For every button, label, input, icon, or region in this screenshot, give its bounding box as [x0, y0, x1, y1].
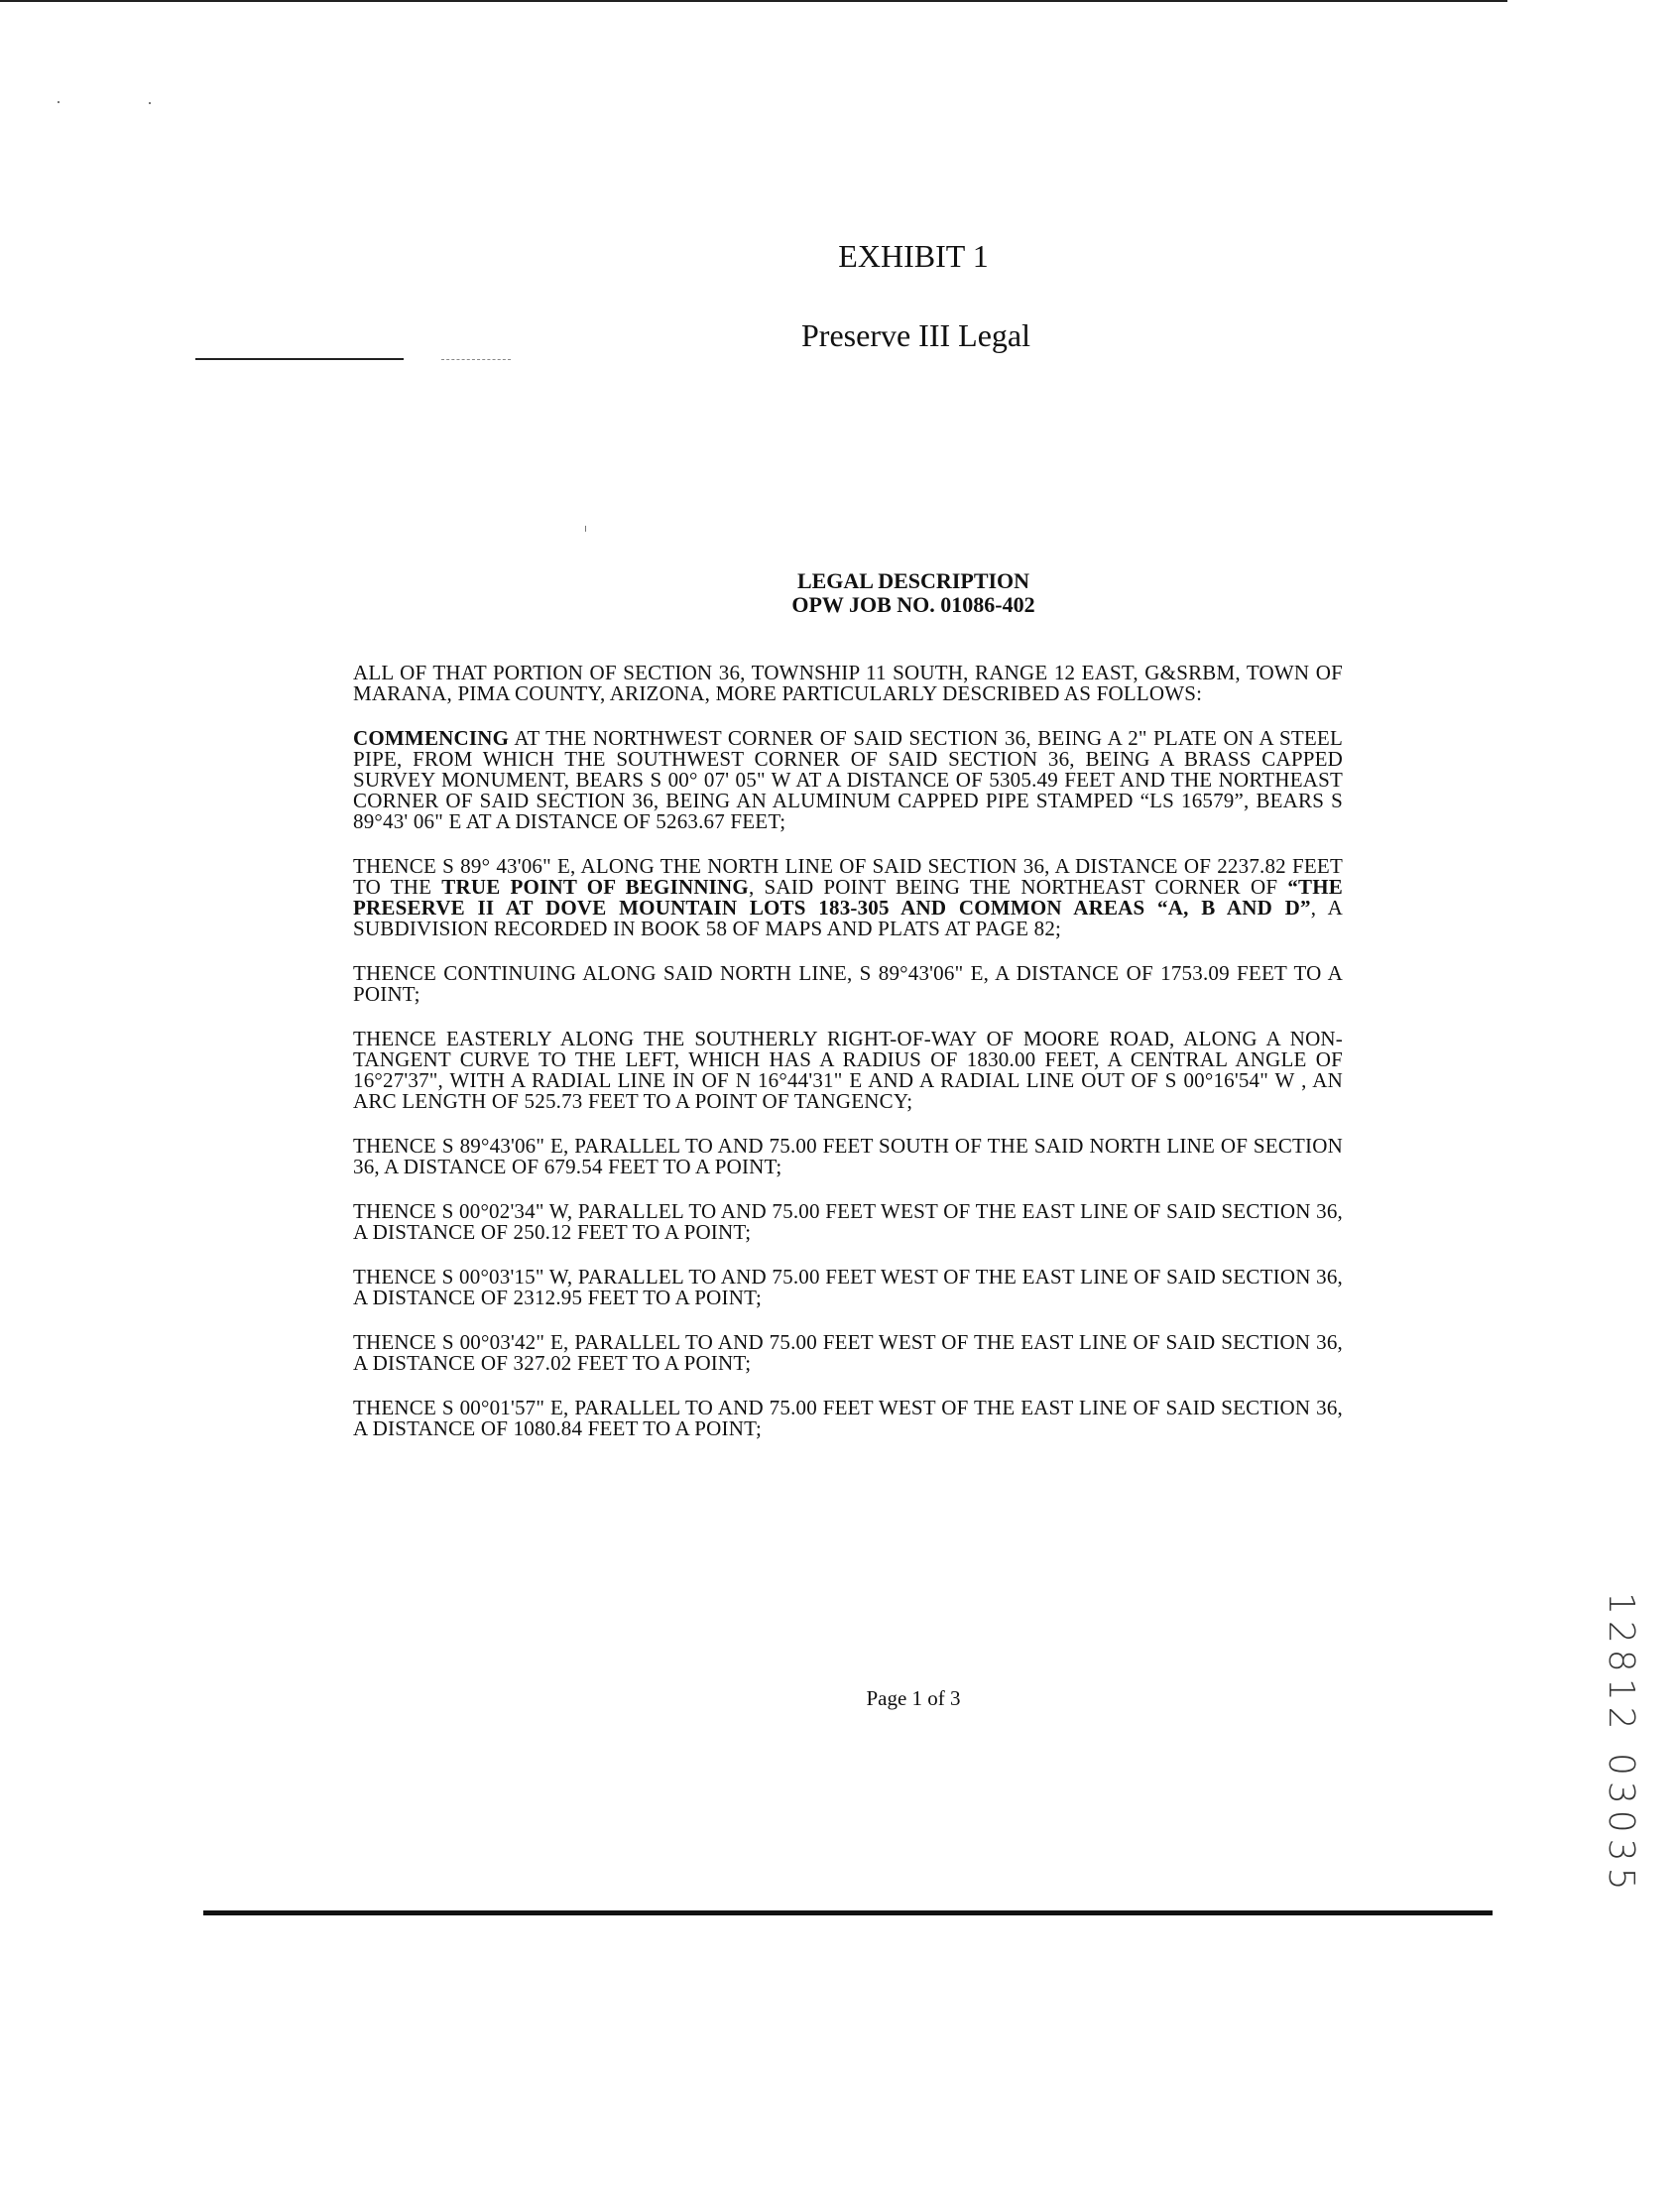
- paragraph-course-7: THENCE S 00°01'57" E, PARALLEL TO AND 75.00 FEET WEST OF THE EAST LINE OF SAID SECTION 36, A DISTANCE OF 1080.84 FEET TO A POINT;: [353, 1396, 1343, 1440]
- subdivision-name: “THE PRESERVE II AT DOVE MOUNTAIN LOTS 183-305 AND COMMON AREAS “A, B AND D”: [353, 875, 1343, 920]
- paragraph-course-2: THENCE EASTERLY ALONG THE SOUTHERLY RIGHT-OF-WAY OF MOORE ROAD, ALONG A NON-TANGENT CURVE TO THE LEFT, WHICH HAS A RADIUS OF 1830.00 FEET, A CENTRAL ANGLE OF 16°27'37", WITH A RADIAL LINE IN OF N 16°44'31" E AND A RADIAL LINE OUT OF S 00°16'54" W , AN ARC LENGTH OF 525.73 FEET TO A POINT OF TANGENCY;: [353, 1027, 1343, 1113]
- tpob-text-c: , A SUBDIVISION RECORDED IN BOOK 58 OF MAPS AND PLATS AT PAGE 82;: [353, 896, 1344, 940]
- legal-heading-line-2: OPW JOB NO. 01086-402: [791, 592, 1035, 617]
- commencing-text: AT THE NORTHWEST CORNER OF SAID SECTION 36, BEING A 2" PLATE ON A STEEL PIPE, FROM WHICH THE SOUTHWEST CORNER OF SAID SECTION 36, BEING A BRASS CAPPED SURVEY MONUMENT, BEARS S 00° 07' 05" W AT A DISTANCE OF 5305.49 FEET AND THE NORTHEAST CORNER OF SAID SECTION 36, BEING AN ALUMINUM CAPPED PIPE STAMPED “LS 16579”, BEARS S 89°43' 06" E AT A DISTANCE OF 5263.67 FEET;: [353, 726, 1343, 833]
- scan-speck: [585, 526, 586, 532]
- paragraph-intro: ALL OF THAT PORTION OF SECTION 36, TOWNSHIP 11 SOUTH, RANGE 12 EAST, G&SRBM, TOWN OF MARANA, PIMA COUNTY, ARIZONA, MORE PARTICULARLY DESCRIBED AS FOLLOWS:: [353, 661, 1343, 705]
- legal-description-heading: [0, 569, 1678, 617]
- legal-heading-line-1: LEGAL DESCRIPTION: [796, 568, 1030, 593]
- exhibit-title: EXHIBIT 1: [838, 238, 989, 274]
- paragraph-course-1: THENCE CONTINUING ALONG SAID NORTH LINE, S 89°43'06" E, A DISTANCE OF 1753.09 FEET TO A POINT;: [353, 961, 1343, 1006]
- commencing-label: COMMENCING: [353, 726, 510, 750]
- legal-description-body: [353, 663, 1343, 1463]
- paragraph-course-6: THENCE S 00°03'42" E, PARALLEL TO AND 75.00 FEET WEST OF THE EAST LINE OF SAID SECTION 36, A DISTANCE OF 327.02 FEET TO A POINT;: [353, 1330, 1343, 1375]
- paragraph-course-5: THENCE S 00°03'15" W, PARALLEL TO AND 75.00 FEET WEST OF THE EAST LINE OF SAID SECTION 36, A DISTANCE OF 2312.95 FEET TO A POINT;: [353, 1265, 1343, 1309]
- paragraph-course-3: THENCE S 89°43'06" E, PARALLEL TO AND 75.00 FEET SOUTH OF THE SAID NORTH LINE OF SECTION 36, A DISTANCE OF 679.54 FEET TO A POINT;: [353, 1134, 1343, 1178]
- margin-rule: [195, 358, 404, 360]
- exhibit-subtitle: Preserve III Legal: [801, 317, 1030, 353]
- margin-rule-faint: [441, 359, 511, 360]
- paragraph-course-4: THENCE S 00°02'34" W, PARALLEL TO AND 75.00 FEET WEST OF THE EAST LINE OF SAID SECTION 36, A DISTANCE OF 250.12 FEET TO A POINT;: [353, 1199, 1343, 1244]
- recording-stamp: 12812 03035: [1601, 1592, 1641, 1897]
- paragraph-commencing: [353, 728, 1343, 832]
- tpob-label: TRUE POINT OF BEGINNING: [441, 875, 749, 899]
- paragraph-true-point-of-beginning: [353, 856, 1343, 939]
- top-scan-edge-rule: [0, 0, 1507, 2]
- scan-speck: [58, 101, 60, 103]
- tpob-text-b: , SAID POINT BEING THE NORTHEAST CORNER OF: [748, 875, 1288, 899]
- tpob-text-a: THENCE S 89° 43'06" E, ALONG THE NORTH LINE OF SAID SECTION 36, A DISTANCE OF 2237.82 FEET TO THE: [353, 854, 1343, 899]
- scan-speck: [149, 102, 151, 104]
- bottom-rule: [203, 1910, 1493, 1915]
- page-number: Page 1 of 3: [866, 1686, 961, 1710]
